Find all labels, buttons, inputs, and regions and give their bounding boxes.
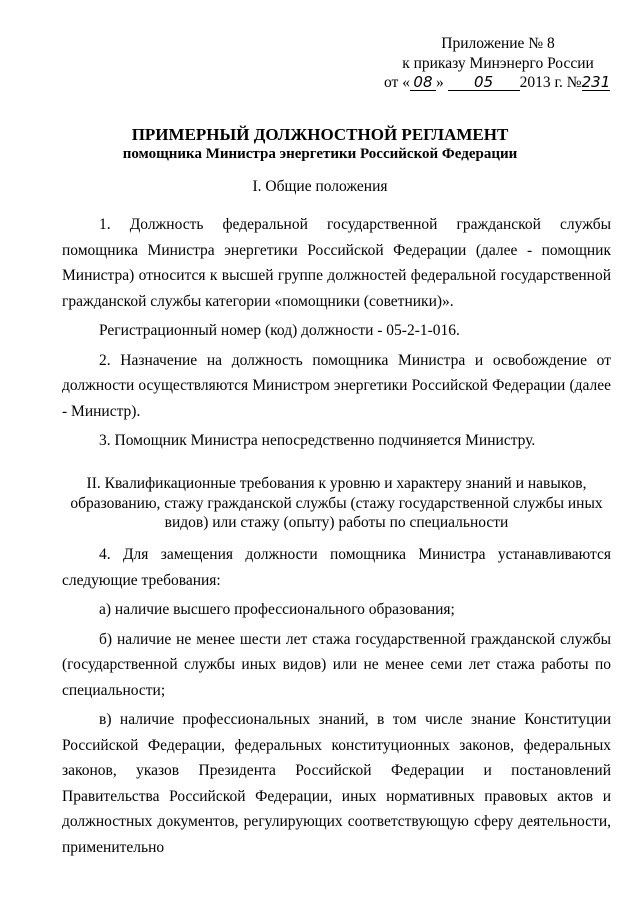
appendix-order-ref: к приказу Минэнерго России [402, 54, 594, 72]
paragraph-4v: в) наличие профессиональных знаний, в том числе знание Конституции Российской Федерации, федеральных конституционных законов, федеральных законов, указов Президента Российской Федерации и постановлений Правительства Российской Федерации, иных нормативных правовых актов и должностных документов, регулирующих соответствующую сферу деятельности, применительно [62, 711, 611, 856]
paragraph-3: 3. Помощник Министра непосредственно подчиняется Министру. [99, 432, 536, 449]
date-quote-close: » [435, 74, 444, 91]
document-title: ПРИМЕРНЫЙ ДОЛЖНОСТНОЙ РЕГЛАМЕНТ [131, 125, 509, 144]
paragraph-4b: б) наличие не менее шести лет стажа государственной гражданской службы (государственной службы иных видов) или не менее семи лет стажа работы по специальности; [62, 630, 611, 699]
paragraph-1: 1. Должность федеральной государственной гражданской службы помощника Министра энергетики Российской Федерации (далее - помощник Министра) относится к высшей группе должностей федеральной государственной гражданской службы категории «помощники (советники)». [62, 216, 611, 310]
section-2-body [62, 542, 611, 864]
handwritten-day: 08 [410, 74, 436, 91]
paragraph-4a: а) наличие высшего профессионального образования; [99, 601, 455, 618]
handwritten-month: 05 [448, 74, 520, 91]
appendix-number: Приложение № 8 [441, 35, 555, 52]
handwritten-order-number: 231 [581, 73, 611, 91]
document-subtitle: помощника Министра энергетики Российской Федерации [122, 146, 518, 162]
paragraph-4: 4. Для замещения должности помощника Министра устанавливаются следующие требования: [62, 546, 611, 589]
date-prefix: от « [384, 74, 410, 91]
section-1-body [62, 212, 611, 458]
date-year-text: 2013 г. № [519, 74, 582, 91]
appendix-date-line [384, 74, 610, 91]
section-2-heading-line-1: II. Квалификационные требования к уровню и характеру знаний и навыков, [86, 475, 587, 492]
paragraph-registration-code: Регистрационный номер (код) должности - 05-2-1-016. [99, 322, 460, 339]
appendix-block [384, 34, 612, 93]
section-1-heading: I. Общие положения [252, 178, 388, 195]
section-2-heading-line-2: образованию, стажу гражданской службы (стажу государственной службы иных [70, 494, 603, 512]
paragraph-2: 2. Назначение на должность помощника Министра и освобождение от должности осуществляются Министром энергетики Российской Федерации (далее - Министр). [62, 351, 611, 420]
section-2-heading-line-3: видов) или стажу (опыту) работы по специальности [164, 514, 509, 531]
section-2-heading [64, 474, 609, 533]
